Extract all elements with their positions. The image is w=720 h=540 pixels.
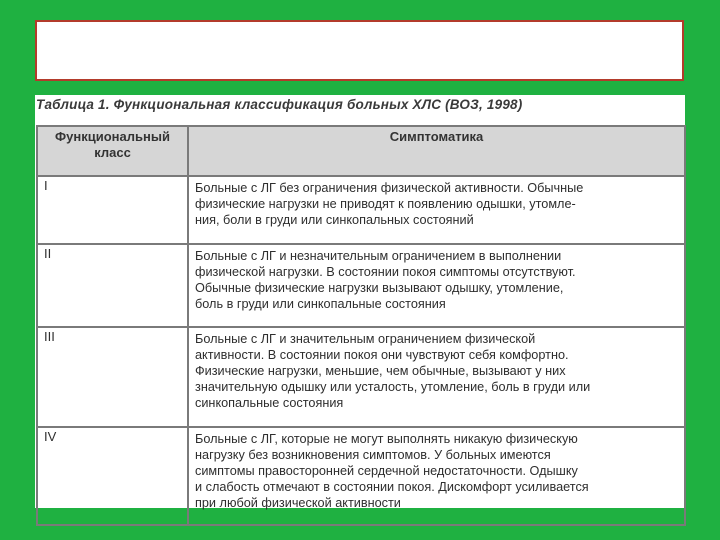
table-image	[35, 95, 685, 508]
symptom-line: физической нагрузки. В состоянии покоя симптомы отсутствуют.	[195, 265, 576, 279]
table-row	[37, 244, 685, 327]
symptom-line: нагрузку без возникновения симптомов. У больных имеются	[195, 448, 551, 462]
class-cell: IV	[37, 427, 188, 525]
symptom-line: Физические нагрузки, меньшие, чем обычные, вызывают у них	[195, 364, 566, 378]
table-caption: Таблица 1. Функциональная классификация больных ХЛС (ВОЗ, 1998)	[36, 97, 523, 112]
table-header-row	[37, 126, 685, 176]
table-row	[37, 176, 685, 244]
symptoms-cell	[188, 244, 685, 327]
class-cell: I	[37, 176, 188, 244]
table-row	[37, 327, 685, 427]
header-symptoms: Симптоматика	[188, 126, 685, 176]
symptom-line: ния, боли в груди или синкопальных состояний	[195, 213, 474, 227]
symptom-line: Больные с ЛГ, которые не могут выполнять никакую физическую	[195, 432, 578, 446]
symptom-line: Обычные физические нагрузки вызывают одышку, утомление,	[195, 281, 564, 295]
symptom-line: при любой физической активности	[195, 496, 401, 510]
symptoms-cell	[188, 327, 685, 427]
classification-table	[36, 125, 686, 526]
symptom-line: симптомы правосторонней сердечной недостаточности. Одышку	[195, 464, 578, 478]
symptom-line: и слабость отмечают в состоянии покоя. Дискомфорт усиливается	[195, 480, 589, 494]
symptom-line: боль в груди или синкопальные состояния	[195, 297, 446, 311]
header-class-line2: класс	[94, 145, 131, 160]
symptoms-cell	[188, 176, 685, 244]
symptom-line: синкопальные состояния	[195, 396, 344, 410]
header-functional-class	[37, 126, 188, 176]
symptoms-cell	[188, 427, 685, 525]
symptom-line: Больные с ЛГ и значительным ограничением физической	[195, 332, 536, 346]
table-row	[37, 427, 685, 525]
symptom-line: значительную одышку или усталость, утомление, боль в груди или	[195, 380, 591, 394]
symptom-line: Больные с ЛГ без ограничения физической активности. Обычные	[195, 181, 584, 195]
symptom-line: активности. В состоянии покоя они чувствуют себя комфортно.	[195, 348, 569, 362]
symptom-line: Больные с ЛГ и незначительным ограничением в выполнении	[195, 249, 562, 263]
slide-title-box	[35, 20, 684, 81]
symptom-line: физические нагрузки не приводят к появлению одышки, утомле-	[195, 197, 576, 211]
class-cell: III	[37, 327, 188, 427]
class-cell: II	[37, 244, 188, 327]
header-class-line1: Функциональный	[55, 129, 170, 144]
